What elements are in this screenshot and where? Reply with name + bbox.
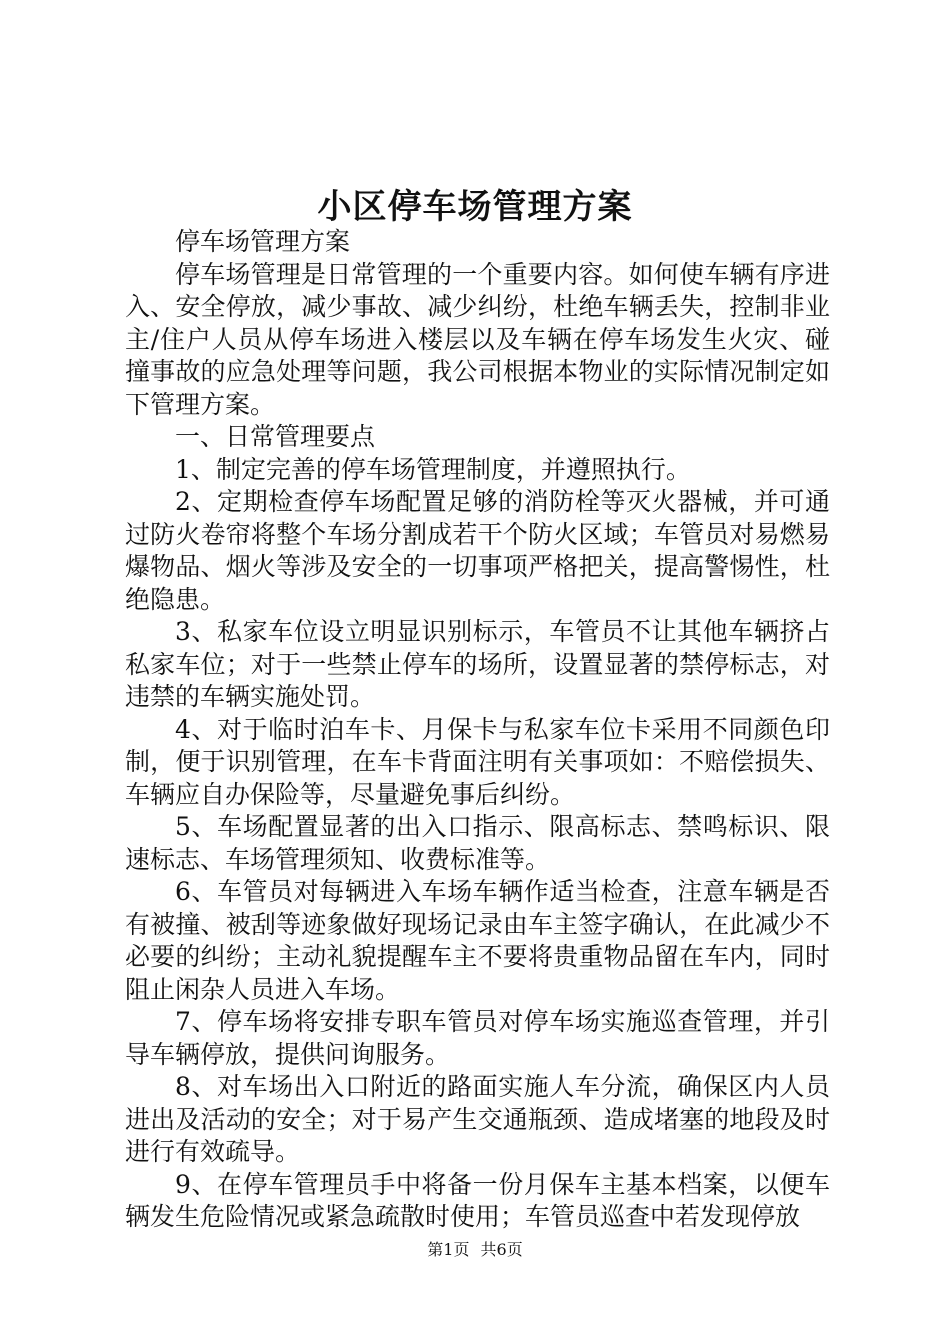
paragraph-subtitle: 停车场管理方案 — [175, 227, 351, 256]
paragraph-item-3: 3、私家车位设立明显识别标示，车管员不让其他车辆挤占私家车位；对于一些禁止停车的场所，设置显著的禁停标志，对违禁的车辆实施处罚。 — [125, 617, 830, 711]
page-footer — [0, 1238, 950, 1262]
section-heading: 一、日常管理要点 — [175, 422, 376, 451]
document-title: 小区停车场管理方案 — [317, 187, 633, 227]
paragraph-item-2: 2、定期检查停车场配置足够的消防栓等灭火器械，并可通过防火卷帘将整个车场分割成若干个防火区域；车管员对易燃易爆物品、烟火等涉及安全的一切事项严格把关，提高警惕性，杜绝隐患。 — [125, 487, 830, 614]
paragraph-item-9: 9、在停车管理员手中将备一份月保车主基本档案，以便车辆发生危险情况或紧急疏散时使用；车管员巡查中若发现停放 — [125, 1169, 830, 1231]
paragraph-item-1: 1、制定完善的停车场管理制度，并遵照执行。 — [175, 454, 691, 484]
paragraph-item-5: 5、车场配置显著的出入口指示、限高标志、禁鸣标识、限速标志、车场管理须知、收费标准等。 — [125, 812, 830, 874]
page-number: 第1页 — [427, 1240, 470, 1259]
page-total: 共6页 — [480, 1240, 523, 1259]
paragraph-item-6: 6、车管员对每辆进入车场车辆作适当检查，注意车辆是否有被撞、被刮等迹象做好现场记录由车主签字确认，在此减少不必要的纠纷；主动礼貌提醒车主不要将贵重物品留在车内，同时阻止闲杂人员进入车场。 — [125, 877, 830, 1004]
paragraph-item-4: 4、对于临时泊车卡、月保卡与私家车位卡采用不同颜色印制，便于识别管理，在车卡背面注明有关事项如：不赔偿损失、车辆应自办保险等，尽量避免事后纠纷。 — [125, 714, 830, 809]
paragraph-item-7: 7、停车场将安排专职车管员对停车场实施巡查管理，并引导车辆停放，提供问询服务。 — [125, 1007, 830, 1069]
paragraph-item-8: 8、对车场出入口附近的路面实施人车分流，确保区内人员进出及活动的安全；对于易产生交通瓶颈、造成堵塞的地段及时进行有效疏导。 — [125, 1072, 830, 1166]
paragraph-intro: 停车场管理是日常管理的一个重要内容。如何使车辆有序进入、安全停放，减少事故、减少纠纷，杜绝车辆丢失，控制非业主/住户人员从停车场进入楼层以及车辆在停车场发生火灾、碰撞事故的应急处理等问题，我公司根据本物业的实际情况制定如下管理方案。 — [125, 259, 830, 419]
document-body — [125, 226, 830, 1234]
